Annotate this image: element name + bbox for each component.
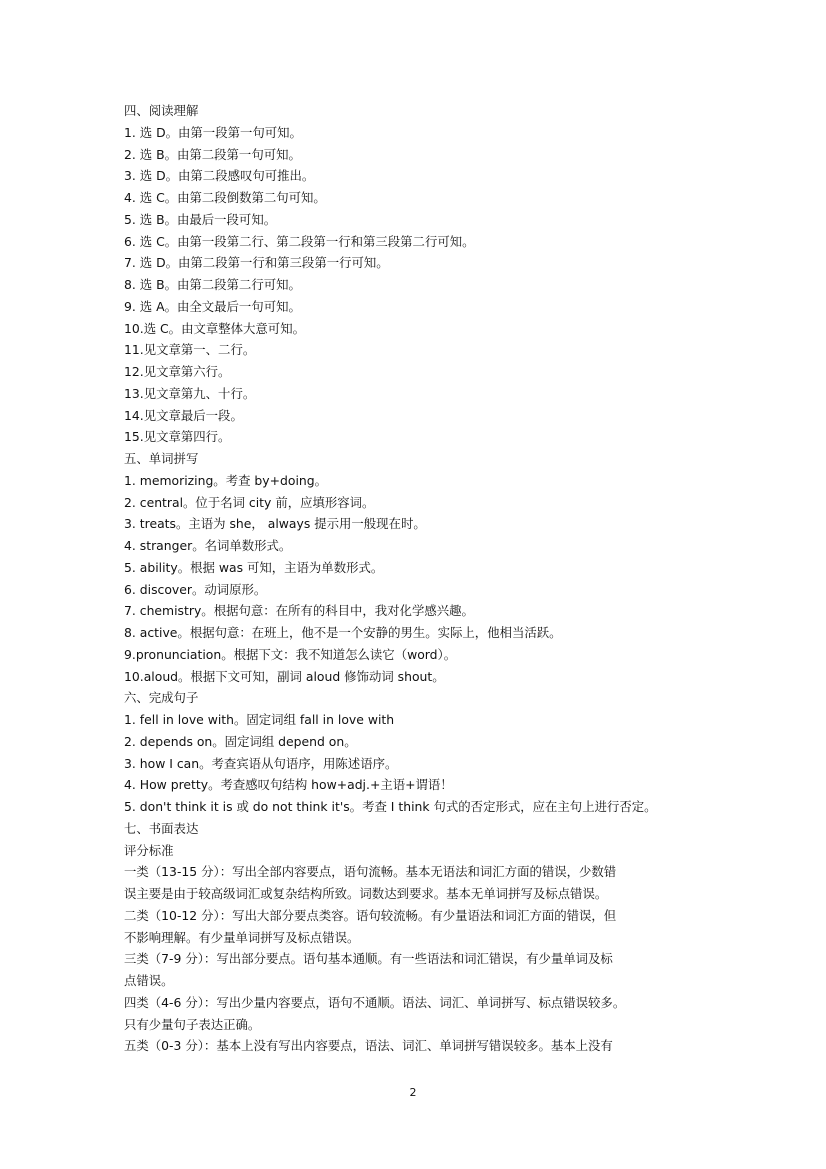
answer-line: 4. How pretty。考查感叹句结构 how+adj.+主语+谓语！ (124, 777, 453, 793)
grading-paragraph-line: 误主要是由于较高级词汇或复杂结构所致。词数达到要求。基本无单词拼写及标点错误。 (124, 886, 608, 901)
section-heading-sentences: 六、完成句子 (124, 690, 199, 706)
grading-criteria-heading: 评分标准 (124, 842, 174, 858)
answer-line: 5. 选 B。由最后一段可知。 (124, 211, 277, 227)
grading-paragraph-line: 三类（7-9 分）：写出部分要点。语句基本通顺。有一些语法和词汇错误，有少量单词及标 (124, 951, 613, 967)
grading-paragraph-line: 四类（4-6 分）：写出少量内容要点，语句不通顺。语法、词汇、单词拼写、标点错误较多。 (124, 994, 626, 1010)
answer-line: 7. 选 D。由第二段第一行和第三段第一行可知。 (124, 255, 389, 271)
document-body (124, 100, 714, 1057)
answer-line: 3. how I can。考查宾语从句语序，用陈述语序。 (124, 755, 398, 771)
answer-line: 12.见文章第六行。 (124, 364, 231, 379)
answer-line: 9. 选 A。由全文最后一句可知。 (124, 298, 301, 314)
answer-line: 6. discover。动词原形。 (124, 581, 267, 597)
answer-line: 3. 选 D。由第二段感叹句可推出。 (124, 168, 315, 184)
grading-paragraph-line: 一类（13-15 分）：写出全部内容要点，语句流畅。基本无语法和词汇方面的错误，少数错 (124, 864, 617, 880)
answer-line: 1. 选 D。由第一段第一句可知。 (124, 124, 302, 140)
answer-line: 1. fell in love with。固定词组 fall in love with (124, 712, 395, 727)
page-number: 2 (409, 1086, 417, 1099)
section-heading-reading: 四、阅读理解 (124, 103, 199, 118)
answer-line: 9.pronunciation。根据下文：我不知道怎么读它（word）。 (124, 646, 457, 662)
grading-paragraph-line: 点错误。 (124, 973, 174, 988)
answer-line: 14.见文章最后一段。 (124, 407, 243, 423)
answer-line: 8. 选 B。由第二段第二行可知。 (124, 277, 301, 292)
answer-line: 13.见文章第九、十行。 (124, 385, 256, 401)
answer-line: 11.见文章第一、二行。 (124, 342, 256, 358)
answer-line: 7. chemistry。根据句意：在所有的科目中，我对化学感兴趣。 (124, 603, 474, 619)
section-heading-writing: 七、书面表达 (124, 820, 199, 836)
answer-line: 3. treats。主语为 she， always 提示用一般现在时。 (124, 516, 426, 532)
answer-line: 10.选 C。由文章整体大意可知。 (124, 320, 305, 336)
answer-line: 1. memorizing。考查 by+doing。 (124, 472, 327, 488)
grading-paragraph-line: 不影响理解。有少量单词拼写及标点错误。 (124, 929, 360, 945)
answer-line: 8. active。根据句意：在班上，他不是一个安静的男生。实际上，他相当活跃。 (124, 625, 562, 640)
answer-line: 5. don't think it is 或 do not think it's。考查 I think 句式的否定形式，应在主句上进行否定。 (124, 799, 657, 814)
grading-paragraph-line: 二类（10-12 分）：写出大部分要点类容。语句较流畅。有少量语法和词汇方面的错误，但 (124, 907, 617, 923)
answer-line: 2. depends on。固定词组 depend on。 (124, 733, 357, 749)
section-heading-spelling: 五、单词拼写 (124, 451, 199, 466)
answer-line: 2. central。位于名词 city 前，应填形容词。 (124, 494, 375, 510)
grading-paragraph-line: 只有少量句子表达正确。 (124, 1016, 261, 1032)
answer-line: 2. 选 B。由第二段第一句可知。 (124, 146, 301, 162)
answer-line: 4. 选 C。由第二段倒数第二句可知。 (124, 190, 326, 205)
answer-line: 10.aloud。根据下文可知，副词 aloud 修饰动词 shout。 (124, 668, 445, 684)
answer-line: 15.见文章第四行。 (124, 429, 231, 445)
answer-line: 6. 选 C。由第一段第二行、第二段第一行和第三段第二行可知。 (124, 233, 475, 249)
grading-paragraph-line: 五类（0-3 分）：基本上没有写出内容要点，语法、词汇、单词拼写错误较多。基本上没有 (124, 1038, 613, 1054)
answer-line: 4. stranger。名词单数形式。 (124, 538, 292, 553)
answer-line: 5. ability。根据 was 可知，主语为单数形式。 (124, 559, 384, 575)
